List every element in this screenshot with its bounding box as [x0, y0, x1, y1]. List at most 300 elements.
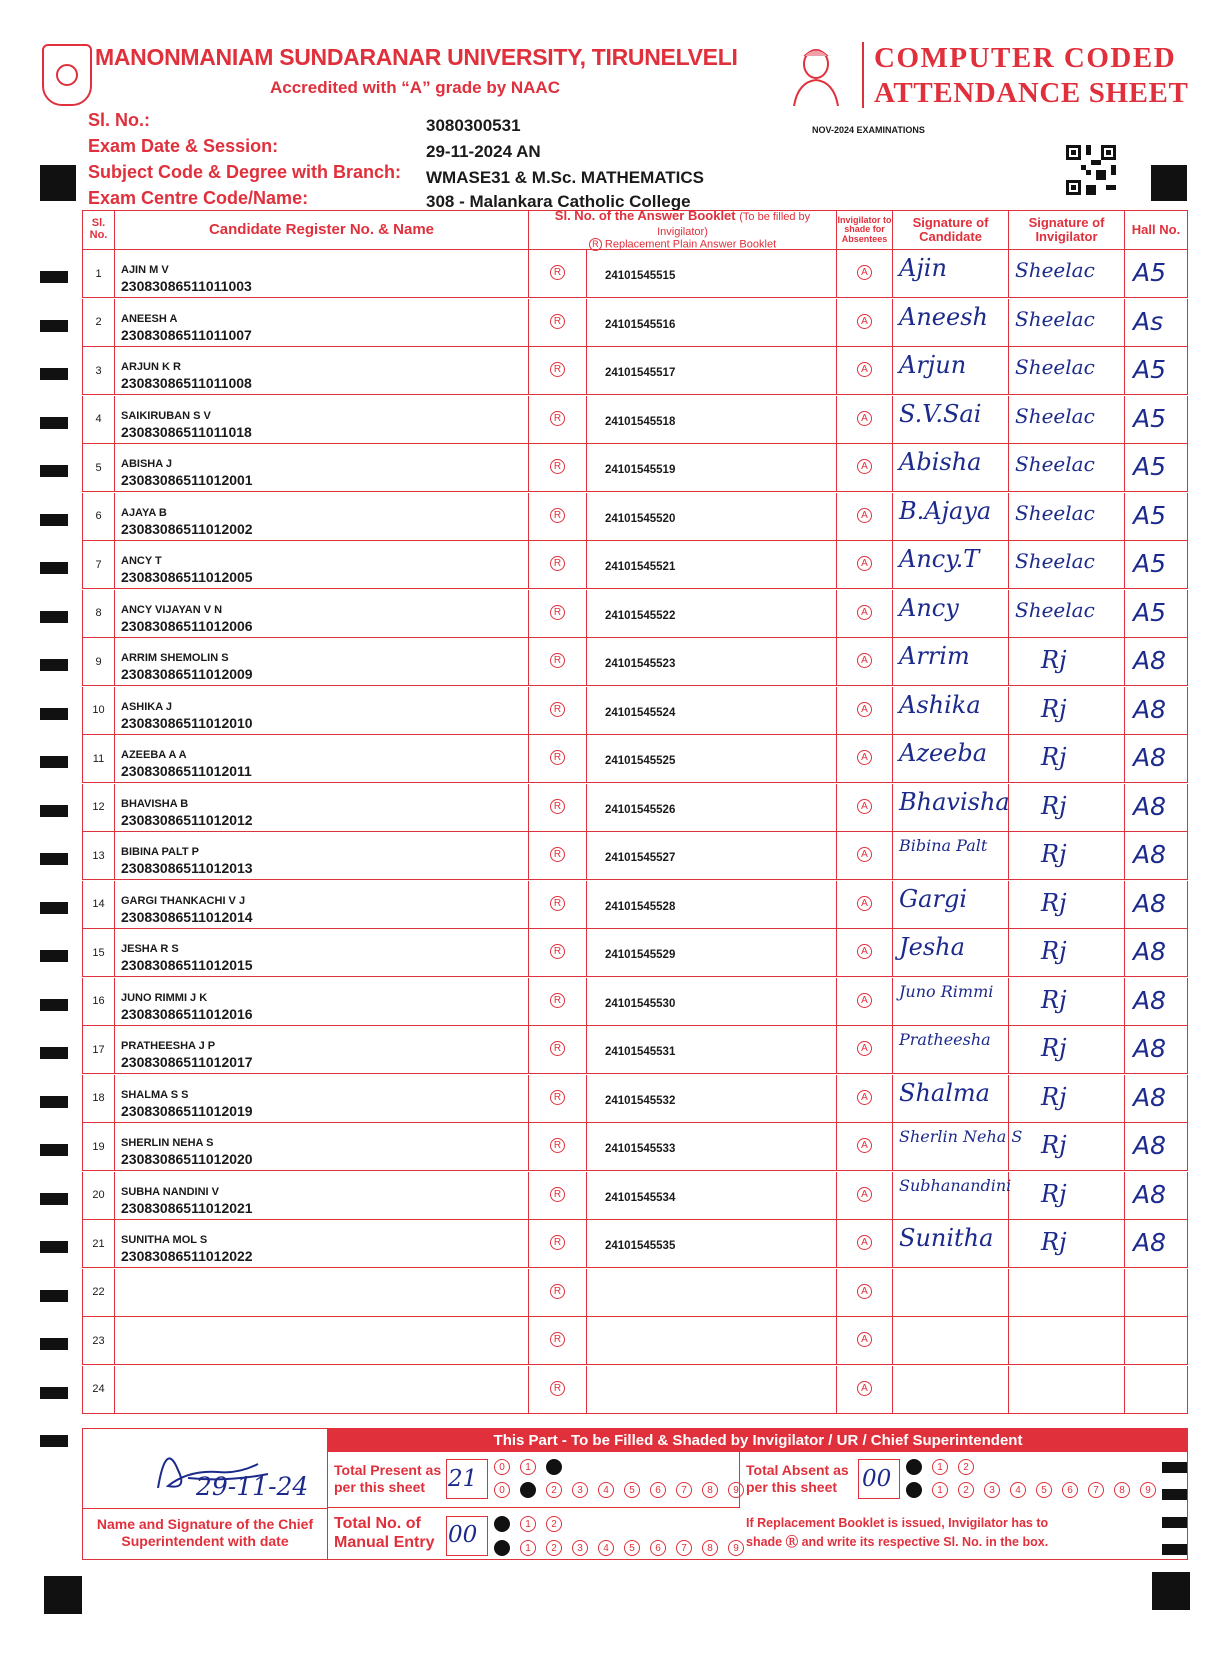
replacement-r-bubble[interactable]: R — [550, 1138, 565, 1153]
absent-a-bubble[interactable]: A — [857, 896, 872, 911]
absent-a-bubble[interactable]: A — [857, 605, 872, 620]
present-units-bubble[interactable]: 4 — [598, 1482, 614, 1498]
absent-a-bubble[interactable]: A — [857, 1381, 872, 1396]
absent-cell[interactable] — [837, 444, 893, 491]
replacement-cell[interactable] — [529, 541, 587, 588]
absent-cell[interactable] — [837, 1123, 893, 1170]
absent-cell[interactable] — [837, 1366, 893, 1413]
present-units-bubble[interactable]: 2 — [546, 1482, 562, 1498]
absent-cell[interactable] — [837, 687, 893, 734]
replacement-cell[interactable] — [529, 444, 587, 491]
hall-cell — [1125, 541, 1187, 588]
hall-number: A5 — [1133, 500, 1167, 530]
replacement-r-bubble[interactable]: R — [550, 411, 565, 426]
absent-cell[interactable] — [837, 929, 893, 976]
booklet-number: 24101545522 — [605, 609, 676, 622]
candidate-signature-cell — [893, 881, 1009, 928]
candidate-signature-cell — [893, 250, 1009, 297]
booklet-cell[interactable] — [587, 396, 837, 443]
replacement-r-bubble[interactable]: R — [550, 459, 565, 474]
replacement-cell[interactable] — [529, 396, 587, 443]
register-number: 23083086511012022 — [121, 1248, 253, 1264]
replacement-r-bubble[interactable]: R — [550, 362, 565, 377]
absent-cell[interactable] — [837, 299, 893, 346]
present-units-bubble[interactable]: 8 — [702, 1482, 718, 1498]
replacement-cell[interactable] — [529, 881, 587, 928]
absent-units-bubble[interactable]: 5 — [1036, 1482, 1052, 1498]
register-number: 23083086511012006 — [121, 617, 253, 634]
university-logo — [42, 44, 92, 106]
hall-number: A8 — [1133, 1082, 1167, 1112]
booklet-cell[interactable] — [587, 1026, 837, 1073]
booklet-cell[interactable] — [587, 735, 837, 782]
replacement-r-bubble[interactable]: R — [550, 1332, 565, 1347]
hall-cell — [1125, 1269, 1187, 1316]
candidate-signature: Sunitha — [899, 1224, 994, 1252]
candidate-signature: Ajin — [899, 254, 947, 282]
candidate-signature-cell — [893, 638, 1009, 685]
alignment-mark-top-right — [1151, 165, 1187, 201]
candidate-name: SAIKIRUBAN S V — [121, 409, 211, 422]
candidate-signature-cell — [893, 978, 1009, 1025]
replacement-cell[interactable] — [529, 299, 587, 346]
absent-units-bubble[interactable]: 8 — [1114, 1482, 1130, 1498]
row-sl: 13 — [83, 832, 115, 879]
row-sl: 10 — [83, 687, 115, 734]
invigilator-signature: Rj — [1041, 646, 1067, 674]
table-row — [82, 590, 1188, 638]
row-sl: 12 — [83, 784, 115, 831]
booklet-cell[interactable] — [587, 541, 837, 588]
booklet-number: 24101545534 — [605, 1191, 676, 1204]
replacement-r-bubble[interactable]: R — [550, 847, 565, 862]
invigilator-signature-cell — [1009, 832, 1125, 879]
absent-cell[interactable] — [837, 1269, 893, 1316]
booklet-cell[interactable] — [587, 1366, 837, 1413]
hall-cell — [1125, 493, 1187, 540]
booklet-cell[interactable] — [587, 1317, 837, 1364]
manual-units-bubble[interactable]: 3 — [572, 1540, 588, 1556]
replacement-r-bubble[interactable]: R — [550, 508, 565, 523]
manual-units-bubble[interactable]: 7 — [676, 1540, 692, 1556]
replacement-cell[interactable] — [529, 929, 587, 976]
invigilator-signature-cell — [1009, 396, 1125, 443]
booklet-cell[interactable] — [587, 978, 837, 1025]
absent-cell[interactable] — [837, 1220, 893, 1267]
candidate-signature: Jesha — [899, 933, 965, 961]
absent-a-bubble[interactable]: A — [857, 314, 872, 329]
centre-value: 308 - Malankara Catholic College — [426, 192, 691, 211]
absent-a-bubble[interactable]: A — [857, 1041, 872, 1056]
replacement-note: If Replacement Booklet is issued, Invigilator has to shade Ⓡ and write its respective Sl. No. in the box. — [746, 1516, 1049, 1550]
table-row — [82, 784, 1188, 832]
invigilator-signature: Rj — [1041, 694, 1067, 723]
candidate-cell — [115, 1123, 529, 1170]
timing-mark — [40, 562, 68, 574]
row-sl: 21 — [83, 1220, 115, 1267]
manual-units-bubble[interactable]: 5 — [624, 1540, 640, 1556]
absent-a-bubble[interactable]: A — [857, 508, 872, 523]
table-row — [82, 1317, 1188, 1365]
invigilator-signature: Rj — [1041, 985, 1067, 1014]
replacement-r-bubble[interactable]: R — [550, 1284, 565, 1299]
table-row — [82, 735, 1188, 783]
candidate-signature-cell — [893, 1317, 1009, 1364]
absent-cell[interactable] — [837, 347, 893, 394]
booklet-cell[interactable] — [587, 347, 837, 394]
col-booklet-main: Sl. No. of the Answer Booklet — [554, 207, 736, 223]
alignment-mark-bottom-left — [44, 1576, 82, 1614]
booklet-cell[interactable] — [587, 1269, 837, 1316]
replacement-cell[interactable] — [529, 590, 587, 637]
replacement-cell[interactable] — [529, 978, 587, 1025]
booklet-number: 24101545525 — [605, 755, 676, 767]
candidate-name: JUNO RIMMI J K — [121, 991, 208, 1004]
invigilator-signature-cell — [1009, 929, 1125, 976]
absent-a-bubble[interactable]: A — [857, 1235, 872, 1250]
invigilator-signature: Sheelac — [1015, 355, 1095, 379]
absent-a-bubble[interactable]: A — [857, 944, 872, 959]
hall-number: A8 — [1133, 646, 1167, 675]
replacement-r-bubble[interactable]: R — [550, 750, 565, 765]
absent-cell[interactable] — [837, 1317, 893, 1364]
absent-cell[interactable] — [837, 638, 893, 685]
invigilator-signature-cell — [1009, 1317, 1125, 1364]
invigilator-signature-cell — [1009, 1026, 1125, 1073]
exam-date-label: Exam Date & Session: — [88, 136, 279, 156]
present-units-bubble[interactable]: 6 — [650, 1482, 666, 1498]
invigilator-signature-cell — [1009, 541, 1125, 588]
absent-a-bubble[interactable]: A — [857, 1187, 872, 1202]
present-units-bubble[interactable]: 1 — [520, 1482, 536, 1498]
hall-number: A8 — [1133, 743, 1167, 772]
booklet-cell[interactable] — [587, 299, 837, 346]
replacement-cell[interactable] — [529, 784, 587, 831]
hall-number: A8 — [1133, 985, 1167, 1015]
candidate-cell — [115, 784, 529, 831]
absent-cell[interactable] — [837, 1172, 893, 1219]
present-units-bubble[interactable]: 3 — [572, 1482, 588, 1498]
sl-no-value: 3080300531 — [426, 116, 521, 135]
candidate-name: AZEEBA A A — [121, 749, 187, 761]
candidate-signature-cell — [893, 590, 1009, 637]
row-sl: 23 — [83, 1317, 115, 1364]
replacement-cell[interactable] — [529, 638, 587, 685]
replacement-r-bubble[interactable]: R — [550, 1187, 565, 1202]
invigilator-signature-cell — [1009, 638, 1125, 685]
replacement-r-bubble[interactable]: R — [550, 1381, 565, 1396]
manual-tens-bubble[interactable]: 1 — [520, 1516, 536, 1532]
invigilator-signature: Sheelac — [1015, 403, 1095, 428]
replacement-r-bubble[interactable]: R — [550, 314, 565, 329]
invigilator-signature-cell — [1009, 590, 1125, 637]
founder-portrait-image — [788, 42, 844, 106]
replacement-r-bubble[interactable]: R — [550, 265, 565, 280]
replacement-r-bubble[interactable]: R — [550, 944, 565, 959]
invigilator-signature: Rj — [1041, 937, 1067, 965]
candidate-name: SUBHA NANDINI V — [121, 1185, 219, 1198]
replacement-cell[interactable] — [529, 1123, 587, 1170]
absent-a-bubble[interactable]: A — [857, 750, 872, 765]
manual-units-bubble[interactable]: 9 — [728, 1540, 744, 1556]
candidate-signature: B.Ajaya — [899, 496, 992, 525]
sheet-title-line1: COMPUTER CODED — [874, 42, 1177, 74]
col-absent: Invigilator to shade for Absentees — [837, 211, 893, 249]
present-tens-bubble[interactable]: 2 — [546, 1459, 562, 1475]
absent-cell[interactable] — [837, 735, 893, 782]
candidate-cell — [115, 250, 529, 297]
absent-cell[interactable] — [837, 881, 893, 928]
hall-number: As — [1133, 306, 1164, 336]
candidate-cell — [115, 1366, 529, 1413]
row-sl: 15 — [83, 929, 115, 976]
absent-cell[interactable] — [837, 1026, 893, 1073]
replacement-cell[interactable] — [529, 1366, 587, 1413]
timing-mark — [40, 902, 68, 914]
row-sl: 6 — [83, 493, 115, 540]
absent-a-bubble[interactable]: A — [857, 411, 872, 426]
invigilator-signature: Rj — [1041, 840, 1067, 868]
candidate-signature: S.V.Sai — [899, 399, 982, 428]
absent-cell[interactable] — [837, 784, 893, 831]
booklet-number: 24101545530 — [605, 997, 676, 1010]
present-units-bubble[interactable]: 0 — [494, 1482, 510, 1498]
booklet-cell[interactable] — [587, 250, 837, 297]
row-sl: 22 — [83, 1269, 115, 1316]
row-sl: 4 — [83, 396, 115, 443]
candidate-name: ANCY VIJAYAN V N — [121, 603, 223, 616]
hall-number: A8 — [1133, 1034, 1167, 1063]
booklet-number: 24101545529 — [605, 949, 676, 961]
candidate-signature: Bibina Palt — [899, 836, 988, 855]
invigilator-signature-cell — [1009, 299, 1125, 346]
booklet-cell[interactable] — [587, 881, 837, 928]
table-row — [82, 638, 1188, 686]
manual-units-bubble[interactable]: 0 — [494, 1540, 510, 1556]
booklet-cell[interactable] — [587, 1220, 837, 1267]
replacement-cell[interactable] — [529, 832, 587, 879]
replacement-r-bubble[interactable]: R — [550, 702, 565, 717]
hall-number: A5 — [1133, 403, 1167, 433]
absent-units-bubble[interactable]: 7 — [1088, 1482, 1104, 1498]
candidate-name: ARRIM SHEMOLIN S — [121, 652, 229, 664]
candidate-cell — [115, 1172, 529, 1219]
booklet-cell[interactable] — [587, 1123, 837, 1170]
absent-cell[interactable] — [837, 978, 893, 1025]
absent-cell[interactable] — [837, 590, 893, 637]
exam-tag: NOV-2024 EXAMINATIONS — [812, 125, 925, 135]
absent-cell[interactable] — [837, 250, 893, 297]
replacement-cell[interactable] — [529, 347, 587, 394]
booklet-cell[interactable] — [587, 832, 837, 879]
candidate-signature-cell — [893, 347, 1009, 394]
absent-a-bubble[interactable]: A — [857, 1284, 872, 1299]
manual-units-bubble[interactable]: 4 — [598, 1540, 614, 1556]
booklet-cell[interactable] — [587, 590, 837, 637]
replacement-r-bubble[interactable]: R — [550, 1041, 565, 1056]
hall-cell — [1125, 1026, 1187, 1073]
manual-units-bubble[interactable]: 8 — [702, 1540, 718, 1556]
absent-tens-bubble[interactable]: 1 — [932, 1459, 948, 1475]
replacement-cell[interactable] — [529, 687, 587, 734]
replacement-cell[interactable] — [529, 1269, 587, 1316]
col-hall: Hall No. — [1131, 222, 1181, 238]
booklet-cell[interactable] — [587, 1075, 837, 1122]
header-divider — [862, 42, 864, 108]
candidate-name: ABISHA J — [121, 458, 172, 470]
absent-a-bubble[interactable]: A — [857, 556, 872, 571]
hall-number: A5 — [1133, 452, 1167, 481]
absent-a-bubble[interactable]: A — [857, 702, 872, 717]
replacement-r-bubble[interactable]: R — [550, 1090, 565, 1105]
present-units-bubble[interactable]: 7 — [676, 1482, 692, 1498]
booklet-number: 24101545528 — [605, 900, 676, 913]
replacement-r-bubble[interactable]: R — [550, 993, 565, 1008]
register-number: 23083086511012001 — [121, 472, 253, 488]
replacement-r-bubble[interactable]: R — [550, 896, 565, 911]
replacement-cell[interactable] — [529, 735, 587, 782]
table-row — [82, 1220, 1188, 1268]
candidate-name: AJIN M V — [121, 264, 169, 276]
absent-a-bubble[interactable]: A — [857, 362, 872, 377]
manual-tens-bubble[interactable]: 0 — [494, 1516, 510, 1532]
register-number: 23083086511012013 — [121, 860, 253, 876]
absent-units-bubble[interactable]: 2 — [958, 1482, 974, 1498]
candidate-cell — [115, 832, 529, 879]
absent-units-bubble[interactable]: 9 — [1140, 1482, 1156, 1498]
candidate-signature: Ancy — [899, 593, 959, 622]
present-tens-bubble[interactable]: 0 — [494, 1459, 510, 1475]
replacement-r-bubble[interactable]: R — [550, 556, 565, 571]
booklet-cell[interactable] — [587, 1172, 837, 1219]
candidate-cell — [115, 687, 529, 734]
manual-units-bubble[interactable]: 6 — [650, 1540, 666, 1556]
invigilator-signature: Sheelac — [1015, 597, 1095, 622]
replacement-r-bubble[interactable]: R — [550, 653, 565, 668]
booklet-cell[interactable] — [587, 444, 837, 491]
booklet-cell[interactable] — [587, 784, 837, 831]
replacement-cell[interactable] — [529, 250, 587, 297]
booklet-number: 24101545521 — [605, 561, 676, 573]
absent-units-bubble[interactable]: 6 — [1062, 1482, 1078, 1498]
absent-cell[interactable] — [837, 493, 893, 540]
invigilator-signature: Rj — [1041, 743, 1067, 771]
candidate-cell — [115, 396, 529, 443]
col-sl: Sl. No. — [83, 211, 115, 249]
candidate-signature: Gargi — [899, 884, 967, 913]
register-number: 23083086511012016 — [121, 1005, 253, 1022]
candidate-cell — [115, 299, 529, 346]
replacement-cell[interactable] — [529, 1220, 587, 1267]
absent-cell[interactable] — [837, 396, 893, 443]
absent-cell[interactable] — [837, 1075, 893, 1122]
present-units-bubble[interactable]: 5 — [624, 1482, 640, 1498]
replacement-r-bubble[interactable]: R — [550, 605, 565, 620]
hall-cell — [1125, 832, 1187, 879]
hall-cell — [1125, 638, 1187, 685]
absent-a-bubble[interactable]: A — [857, 799, 872, 814]
absent-units-bubble[interactable]: 1 — [932, 1482, 948, 1498]
replacement-r-bubble[interactable]: R — [550, 799, 565, 814]
candidate-signature-cell — [893, 299, 1009, 346]
replacement-cell[interactable] — [529, 493, 587, 540]
invigilator-signature-cell — [1009, 1172, 1125, 1219]
candidate-signature-cell — [893, 1172, 1012, 1219]
absent-tens-bubble[interactable]: 0 — [906, 1459, 922, 1475]
invigilator-signature: Sheelac — [1015, 549, 1095, 573]
booklet-cell[interactable] — [587, 929, 837, 976]
timing-mark — [40, 417, 68, 429]
row-sl: 9 — [83, 638, 115, 685]
candidate-signature-cell — [893, 1026, 1009, 1073]
absent-a-bubble[interactable]: A — [857, 1090, 872, 1105]
manual-tens-bubble[interactable]: 2 — [546, 1516, 562, 1532]
candidate-signature: Subhanandini — [899, 1175, 1012, 1195]
booklet-cell[interactable] — [587, 638, 837, 685]
candidate-signature-cell — [893, 444, 1009, 491]
replacement-cell[interactable] — [529, 1075, 587, 1122]
present-units-bubble[interactable]: 9 — [728, 1482, 744, 1498]
hall-cell — [1125, 687, 1187, 734]
candidate-cell — [115, 444, 529, 491]
absent-units-bubble[interactable]: 0 — [906, 1482, 922, 1498]
candidate-signature-cell — [893, 1220, 1009, 1267]
replacement-cell[interactable] — [529, 1026, 587, 1073]
candidate-signature-cell — [893, 832, 1009, 879]
invigilator-signature-cell — [1009, 347, 1125, 394]
absent-a-bubble[interactable]: A — [857, 1138, 872, 1153]
row-sl: 7 — [83, 541, 115, 588]
absent-a-bubble[interactable]: A — [857, 1332, 872, 1347]
manual-units-bubble[interactable]: 1 — [520, 1540, 536, 1556]
table-row — [82, 978, 1188, 1026]
hall-cell — [1125, 1317, 1187, 1364]
replacement-r-bubble[interactable]: R — [550, 1235, 565, 1250]
absent-a-bubble[interactable]: A — [857, 653, 872, 668]
absent-a-bubble[interactable]: A — [857, 847, 872, 862]
replacement-cell[interactable] — [529, 1172, 587, 1219]
invigilator-signature-cell — [1009, 735, 1125, 782]
invigilator-signature: Rj — [1041, 1034, 1067, 1062]
invigilator-signature-cell — [1009, 1123, 1125, 1170]
booklet-cell[interactable] — [587, 493, 837, 540]
university-name: MANONMANIAM SUNDARANAR UNIVERSITY, TIRUNELVELI — [95, 44, 738, 70]
booklet-number: 24101545518 — [605, 415, 676, 428]
absent-a-bubble[interactable]: A — [857, 265, 872, 280]
table-row — [82, 250, 1188, 298]
candidate-signature: Juno Rimmi — [899, 981, 994, 1001]
present-tens-bubble[interactable]: 1 — [520, 1459, 536, 1475]
replacement-cell[interactable] — [529, 1317, 587, 1364]
absent-units-bubble[interactable]: 4 — [1010, 1482, 1026, 1498]
invigilator-signature: Rj — [1041, 1228, 1067, 1256]
absent-units-bubble[interactable]: 3 — [984, 1482, 1000, 1498]
present-value: 21 — [448, 1466, 478, 1492]
manual-units-bubble[interactable]: 2 — [546, 1540, 562, 1556]
booklet-cell[interactable] — [587, 687, 837, 734]
candidate-signature: Azeeba — [899, 739, 988, 767]
timing-mark — [40, 271, 68, 283]
alignment-mark-bottom-right — [1152, 1572, 1190, 1610]
absent-cell[interactable] — [837, 832, 893, 879]
absent-a-bubble[interactable]: A — [857, 993, 872, 1008]
hall-cell — [1125, 1366, 1187, 1413]
absent-tens-bubble[interactable]: 2 — [958, 1459, 974, 1475]
absent-a-bubble[interactable]: A — [857, 459, 872, 474]
register-number: 23083086511011008 — [121, 375, 252, 391]
hall-cell — [1125, 396, 1187, 443]
absent-cell[interactable] — [837, 541, 893, 588]
